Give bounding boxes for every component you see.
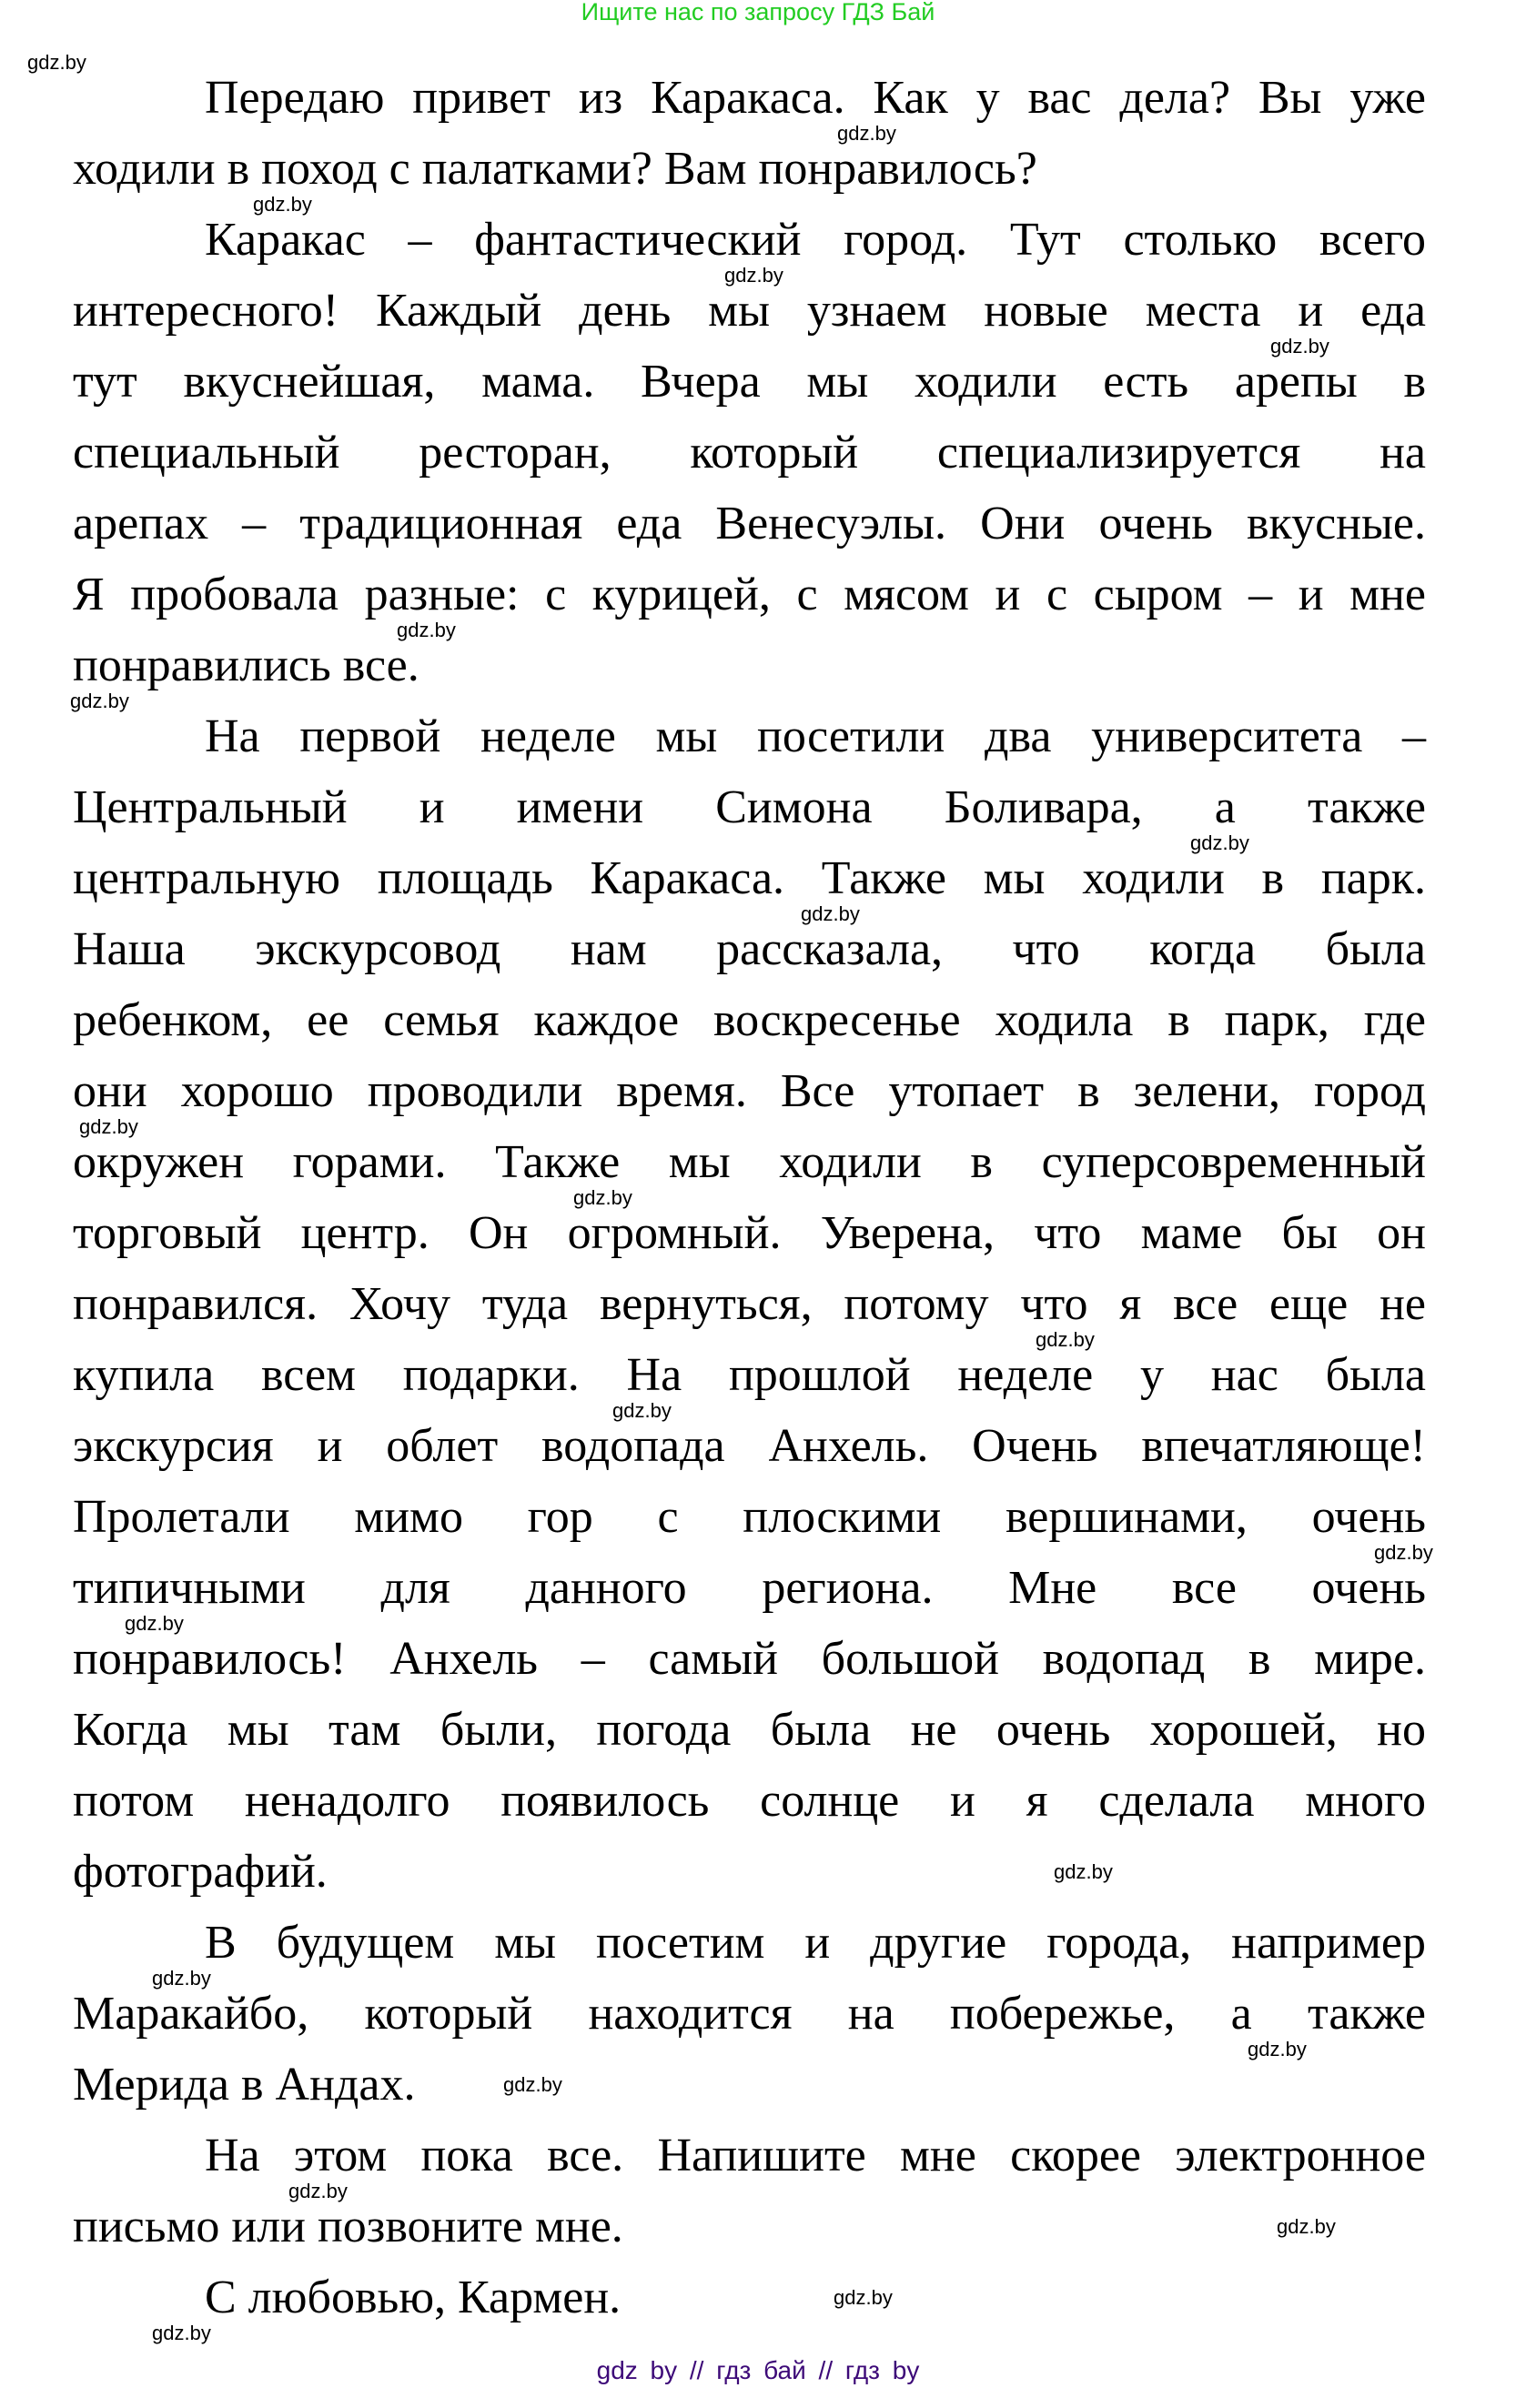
watermark: gdz.by	[503, 2073, 562, 2096]
text-line: торговый центр. Он огромный. Уверена, что маме бы он	[73, 1207, 1426, 1259]
watermark: gdz.by	[573, 1186, 632, 1209]
watermark: gdz.by	[837, 122, 896, 145]
text-line: Передаю привет из Каракаса. Как у вас дела? Вы уже	[205, 72, 1426, 124]
watermark: gdz.by	[834, 2286, 893, 2309]
text-line: арепах – традиционная еда Венесуэлы. Они очень вкусные.	[73, 498, 1426, 549]
text-line: окружен горами. Также мы ходили в суперсовременный	[73, 1136, 1426, 1188]
text-line: центральную площадь Каракаса. Также мы ходили в парк.	[73, 852, 1426, 904]
text-line: тут вкуснейшая, мама. Вчера мы ходили есть арепы в	[73, 356, 1426, 408]
text-line: письмо или позвоните мне.	[73, 2201, 623, 2252]
watermark: gdz.by	[27, 51, 86, 74]
text-line: специальный ресторан, который специализируется на	[73, 427, 1426, 479]
text-line: фотографий.	[73, 1846, 328, 1898]
text-line: На этом пока все. Напишите мне скорее электронное	[205, 2130, 1426, 2181]
watermark: gdz.by	[1277, 2215, 1336, 2238]
text-line: интересного! Каждый день мы узнаем новые места и еда	[73, 285, 1426, 337]
watermark: gdz.by	[152, 1967, 211, 1990]
text-line: понравились все.	[73, 640, 419, 691]
text-line: На первой неделе мы посетили два университета –	[205, 710, 1426, 762]
text-line: Я пробовала разные: с курицей, с мясом и с сыром – и мне	[73, 569, 1426, 620]
watermark: gdz.by	[1374, 1541, 1433, 1564]
watermark: gdz.by	[1036, 1328, 1095, 1351]
text-line: Каракас – фантастический город. Тут столько всего	[205, 214, 1426, 266]
footer-links: gdz by // гдз бай // гдз by	[596, 2356, 920, 2384]
watermark: gdz.by	[1248, 2038, 1307, 2060]
text-line: они хорошо проводили время. Все утопает в зелени, город	[73, 1065, 1426, 1117]
text-line: Когда мы там были, погода была не очень хорошей, но	[73, 1704, 1426, 1756]
text-line: экскурсия и облет водопада Анхель. Очень впечатляюще!	[73, 1420, 1426, 1472]
text-line: Пролетали мимо гор с плоскими вершинами, очень	[73, 1491, 1426, 1543]
watermark: gdz.by	[288, 2180, 348, 2202]
watermark: gdz.by	[1054, 1860, 1113, 1883]
watermark: gdz.by	[253, 193, 312, 216]
text-line: купила всем подарки. На прошлой неделе у нас была	[73, 1349, 1426, 1401]
watermark: gdz.by	[1190, 831, 1249, 854]
watermark: gdz.by	[152, 2322, 211, 2344]
watermark: gdz.by	[801, 902, 860, 925]
watermark: gdz.by	[1270, 335, 1329, 358]
watermark: gdz.by	[612, 1399, 672, 1422]
text-line: Мерида в Андах.	[73, 2059, 416, 2111]
text-line: потом ненадолго появилось солнце и я сделала много	[73, 1775, 1426, 1827]
watermark: gdz.by	[724, 264, 783, 287]
text-line: В будущем мы посетим и другие города, например	[205, 1917, 1426, 1969]
watermark: gdz.by	[79, 1115, 138, 1138]
text-line: ребенком, ее семья каждое воскресенье ходила в парк, где	[73, 994, 1426, 1046]
text-line: Маракайбо, который находится на побережье, а также	[73, 1988, 1426, 2040]
watermark: gdz.by	[125, 1612, 184, 1635]
search-hint-banner: Ищите нас по запросу ГДЗ Бай	[581, 0, 935, 25]
text-line: С любовью, Кармен.	[205, 2272, 622, 2323]
text-line: типичными для данного региона. Мне все очень	[73, 1562, 1426, 1614]
watermark: gdz.by	[70, 690, 129, 712]
text-line: Центральный и имени Симона Боливара, а также	[73, 781, 1426, 833]
text-line: понравилось! Анхель – самый большой водопад в мире.	[73, 1633, 1426, 1685]
text-line: ходили в поход с палатками? Вам понравилось?	[73, 143, 1037, 195]
text-line: понравился. Хочу туда вернуться, потому что я все еще не	[73, 1278, 1426, 1330]
text-line: Наша экскурсовод нам рассказала, что когда была	[73, 923, 1426, 975]
watermark: gdz.by	[397, 619, 456, 641]
